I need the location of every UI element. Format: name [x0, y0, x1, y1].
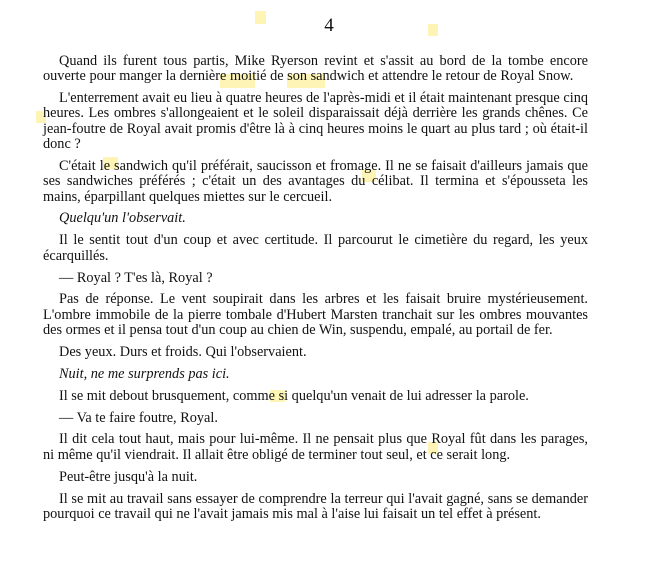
page-number: 4: [324, 15, 334, 36]
paragraph: C'était le sandwich qu'il préférait, saucisson et fromage. Il ne se faisait d'ailleurs jamais que ses sandwiches préférés ; c'était un des avantages du célibat. Il termina et s'épousseta les mains, éparpillant quelques miettes sur le cercueil.: [43, 157, 588, 205]
paragraph: Il le sentit tout d'un coup et avec certitude. Il parcourut le cimetière du regard, les yeux écarquillés.: [43, 232, 588, 264]
dialogue-line: — Royal ? T'es là, Royal ?: [59, 269, 213, 286]
paragraph: Pas de réponse. Le vent soupirait dans les arbres et les faisait bruire mystérieusement. L'ombre immobile de la pierre tombale d'Hubert Marsten tranchait sur les ombres mouvantes des ormes et il pensa tout d'un coup au chien de Win, suspendu, empalé, au portail de fer.: [43, 291, 588, 339]
paragraph: Quand ils furent tous partis, Mike Ryerson revint et s'assit au bord de la tombe encore ouverte pour manger la dernière moitié de son sandwich et attendre le retour de Royal Snow.: [43, 53, 588, 85]
dialogue-line: — Va te faire foutre, Royal.: [59, 409, 218, 426]
paragraph: Il dit cela tout haut, mais pour lui-même. Il ne pensait plus que Royal fût dans les parages, ni même qu'il viendrait. Il allait être obligé de terminer tout seul, et ce serait long.: [43, 431, 588, 463]
paragraph: Il se mit debout brusquement, comme si quelqu'un venait de lui adresser la parole.: [59, 387, 529, 404]
paragraph-italic: Nuit, ne me surprends pas ici.: [59, 365, 230, 382]
paragraph: Peut-être jusqu'à la nuit.: [59, 468, 198, 485]
paragraph-italic: Quelqu'un l'observait.: [59, 210, 186, 227]
paragraph: L'enterrement avait eu lieu à quatre heures de l'après-midi et il était maintenant presque cinq heures. Les ombres s'allongeaient et le soleil disparaissait déjà derrière les grands chênes. Ce jean-foutre de Royal avait promis d'être là à cinq heures moins le quart au plus tard ; où était-il donc ?: [43, 90, 588, 153]
body-text: [43, 54, 588, 529]
paragraph: Des yeux. Durs et froids. Qui l'observaient.: [59, 343, 307, 360]
paragraph: Il se mit au travail sans essayer de comprendre la terreur qui l'avait gagné, sans se demander pourquoi ce travail qui ne l'avait jamais mis mal à l'aise lui faisait un tel effet à présent.: [43, 490, 588, 522]
